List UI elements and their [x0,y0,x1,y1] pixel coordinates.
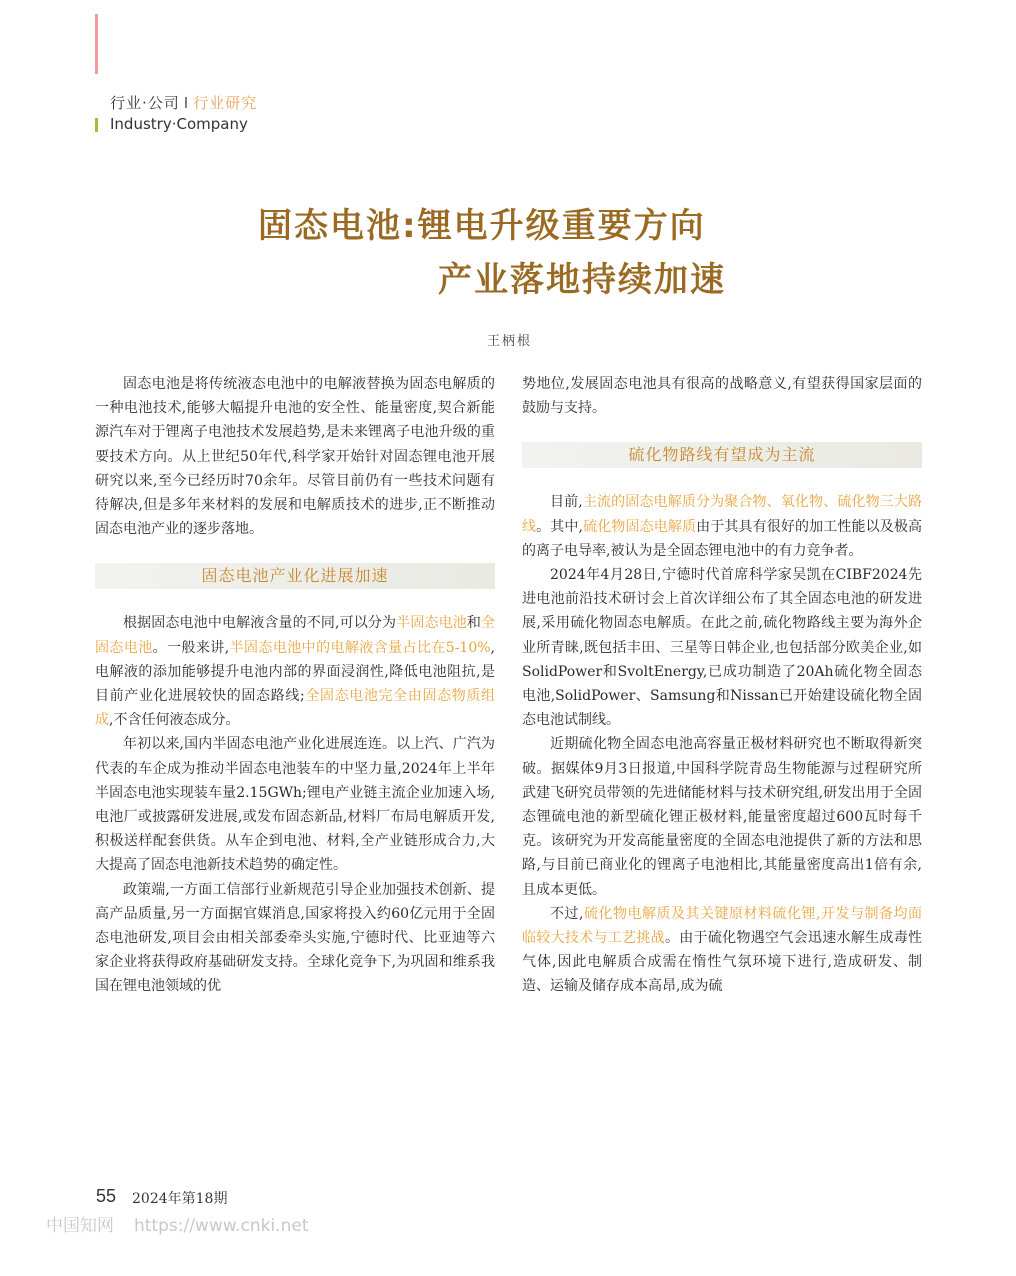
section-heading: 固态电池产业化进展加速 [95,563,495,589]
paragraph: 势地位,发展固态电池具有很高的战略意义,有望获得国家层面的鼓励与支持。 [522,376,922,417]
left-column [95,372,495,999]
paragraph [522,902,922,999]
text-run: ,不含任何液态成分。 [109,712,240,729]
text-run: 根据固态电池中电解液含量的不同,可以分为 [123,615,397,632]
text-run: 和 [466,615,482,632]
paragraph: 2024年4月28日,宁德时代首席科学家吴凯在CIBF2024先进电池前沿技术研讨会上首次详细公布了其全固态电池的研发进展,采用硫化物固态电解质。在此之前,硫化物路线主要为海外企业所青睐,既包括丰田、三星等日韩企业,也包括部分欧美企业,如SolidPower和SvoltEnergy,已成功制造了20Ah硫化物全固态电池,SolidPower、Samsung和Nissan已开始建设硫化物全固态电池试制线。 [522,567,922,729]
highlight-text: 硫化物固态电解质 [582,518,697,535]
paragraph: 固态电池是将传统液态电池中的电解液替换为固态电解质的一种电池技术,能够大幅提升电池的安全性、能量密度,契合新能源汽车对于锂离子电池技术发展趋势,是未来锂离子电池升级的重要技术方向。从上世纪50年代,科学家开始针对固态锂电池开展研究以来,至今已经历时70余年。尽管目前仍有一些技术问题有待解决,但是多年来材料的发展和电解质技术的进步,正不断推动固态电池产业的逐步落地。 [95,376,495,538]
section-label-en: Industry·Company [110,115,248,133]
text-run: 由于其具有很好的加工性能以及极高的离子电导率,被认为是全固态锂电池中的有力竞争者。 [522,518,923,559]
header-accent-bar [95,14,98,74]
watermark-name: 中国知网 [46,1216,114,1236]
highlight-text: 全固态电池完全由固态物质组成 [95,688,496,729]
paragraph: 政策端,一方面工信部行业新规范引导企业加强技术创新、提高产品质量,另一方面据官媒消息,国家将投入约60亿元用于全固态电池研发,项目会由相关部委牵头实施,宁德时代、比亚迪等六家企业将获得政府基础研发支持。全球化竞争下,为巩固和维系我国在锂电池领域的优 [95,881,495,995]
highlight-text: 硫化物电解质及其关键原材料硫化锂,开发与制备均面临较大技术与工艺挑战 [522,905,923,947]
subsection-name: 行业研究 [193,94,258,112]
right-column [522,372,922,999]
paragraph: 年初以来,国内半固态电池产业化进展连连。以上汽、广汽为代表的车企成为推动半固态电池装车的中坚力量,2024年上半年半固态电池实现装车量2.15GWh;锂电产业链主流企业加速入场,电池厂或披露研发进展,或发布固态新品,材料厂布局电解质开发,积极送样配套供货。从车企到电池、材料,全产业链形成合力,大大提高了固态电池新技术趋势的确定性。 [95,736,495,874]
page-number: 55 [96,1186,117,1206]
article-title-line1: 固态电池:锂电升级重要方向 [258,206,706,246]
watermark [46,1211,308,1236]
text-run: 目前, [550,494,583,511]
watermark-url: https://www.cnki.net [134,1216,309,1236]
highlight-text: 半固态电池 [396,615,467,632]
issue-label: 2024年第18期 [132,1191,228,1207]
paragraph [522,490,922,563]
highlight-text: 主流的固态电解质分为聚合物、氧化物、硫化物三大路线 [522,494,923,535]
text-run: 不过, [550,905,584,922]
article-author: 王柄根 [487,334,533,349]
text-run: 。其中, [536,518,583,535]
section-separator: I [183,94,190,112]
paragraph [95,611,495,732]
section-name: 行业·公司 [110,94,180,112]
text-run: ,电解液的添加能够提升电池内部的界面浸润性,降低电池阻抗,是目前产业化进展较快的固态路线; [95,639,495,705]
article-title-line2: 产业落地持续加速 [438,260,726,300]
highlight-text: 全固态电池 [95,615,496,656]
text-run: 。由于硫化物遇空气会迅速水解生成毒性气体,因此电解质合成需在惰性气氛环境下进行,造成研发、制造、运输及储存成本高昂,成为硫 [522,930,923,995]
paragraph: 近期硫化物全固态电池高容量正极材料研究也不断取得新突破。据媒体9月3日报道,中国科学院青岛生物能源与过程研究所武建飞研究员带领的先进储能材料与技术研究组,研发出用于全固态锂硫电池的新型硫化锂正极材料,能量密度超过600瓦时每千克。该研究为开发高能量密度的全固态电池提供了新的方法和思路,与目前已商业化的锂离子电池相比,其能量密度高出1倍有余,且成本更低。 [522,736,922,898]
text-run: 。一般来讲, [152,639,230,656]
highlight-text: 半固态电池中的电解液含量占比在5-10% [229,639,491,656]
section-label [110,92,257,113]
section-en-accent-bar [95,118,98,132]
section-heading: 硫化物路线有望成为主流 [522,442,922,468]
